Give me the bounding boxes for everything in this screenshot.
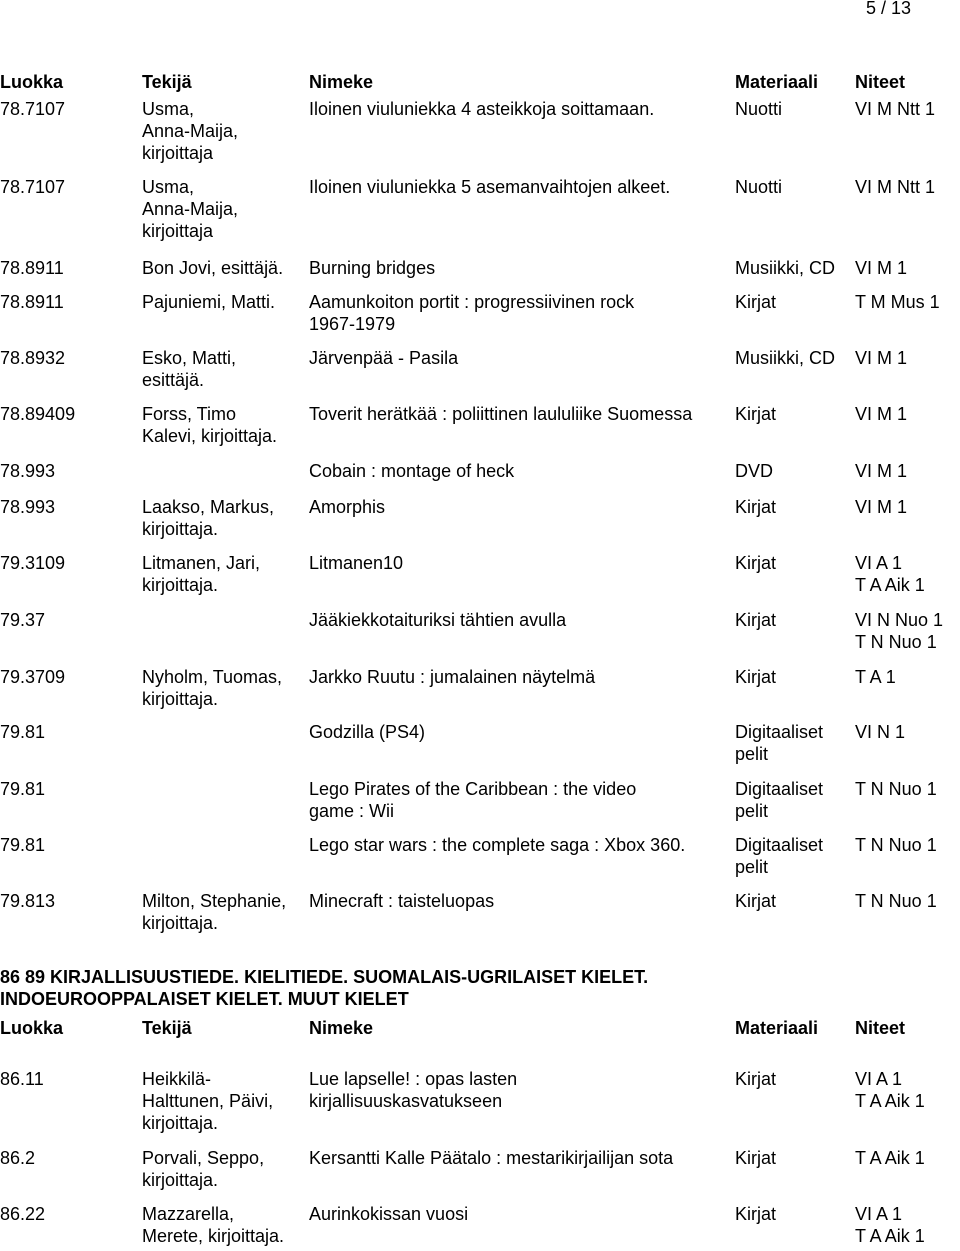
cell-tekija-line: Halttunen, Päivi, xyxy=(142,1091,274,1111)
cell-tekija xyxy=(142,552,260,596)
cell-luokka: 78.8932 xyxy=(0,348,66,368)
cell-niteet-line: T N Nuo 1 xyxy=(855,835,937,855)
cell-luokka: 79.3109 xyxy=(0,553,66,573)
cell-materiaali xyxy=(735,257,835,279)
cell-nimeke xyxy=(309,1147,673,1169)
cell-luokka: 79.813 xyxy=(0,891,56,911)
cell-nimeke-line: Kersantti Kalle Päätalo : mestarikirjailijan sota xyxy=(309,1148,674,1168)
cell-materiaali xyxy=(735,98,782,120)
cell-tekija xyxy=(142,98,238,164)
cell-materiaali xyxy=(735,890,776,912)
cell-tekija-line: Forss, Timo xyxy=(142,404,237,424)
cell-tekija xyxy=(142,291,275,313)
cell-materiaali-line: Kirjat xyxy=(735,1204,777,1224)
cell-nimeke-line: Lue lapselle! : opas lasten xyxy=(309,1069,518,1089)
cell-materiaali-line: Kirjat xyxy=(735,553,777,573)
cell-niteet-line: VI N 1 xyxy=(855,722,906,742)
cell-nimeke xyxy=(309,778,636,822)
cell-nimeke-line: Litmanen10 xyxy=(309,553,404,573)
cell-nimeke xyxy=(309,176,670,198)
cell-nimeke-line: 1967-1979 xyxy=(309,314,396,334)
cell-materiaali xyxy=(735,1068,776,1090)
cell-niteet xyxy=(855,1203,925,1247)
cell-materiaali-line: Kirjat xyxy=(735,404,777,424)
cell-tekija-line: kirjoittaja xyxy=(142,221,214,241)
cell-niteet xyxy=(855,347,907,369)
cell-materiaali xyxy=(735,778,823,822)
cell-tekija xyxy=(142,176,238,242)
cell-tekija-line: Litmanen, Jari, xyxy=(142,553,261,573)
cell-niteet xyxy=(855,257,907,279)
cell-nimeke-line: Iloinen viuluniekka 4 asteikkoja soittamaan. xyxy=(309,99,655,119)
cell-tekija-line: Porvali, Seppo, xyxy=(142,1148,265,1168)
cell-tekija-line: Mazzarella, xyxy=(142,1204,235,1224)
cell-nimeke-line: Cobain : montage of heck xyxy=(309,461,515,481)
cell-niteet-line: T N Nuo 1 xyxy=(855,632,937,652)
cell-nimeke-line: Amorphis xyxy=(309,497,386,517)
cell-niteet-line: VI M Ntt 1 xyxy=(855,177,936,197)
cell-nimeke-line: Järvenpää - Pasila xyxy=(309,348,459,368)
cell-materiaali-line: Kirjat xyxy=(735,1069,777,1089)
section-heading-line-1: 86 89 KIRJALLISUUSTIEDE. KIELITIEDE. SUOMALAIS-UGRILAISET KIELET. xyxy=(0,967,649,987)
cell-niteet xyxy=(855,496,907,518)
cell-niteet-line: T A Aik 1 xyxy=(855,1148,925,1168)
cell-materiaali xyxy=(735,403,776,425)
cell-tekija-line: Esko, Matti, xyxy=(142,348,237,368)
cell-tekija-line: kirjoittaja. xyxy=(142,575,219,595)
cell-niteet-line: VI M 1 xyxy=(855,258,908,278)
cell-niteet xyxy=(855,552,925,596)
cell-tekija-line: Usma, xyxy=(142,99,195,119)
cell-nimeke-line: Jarkko Ruutu : jumalainen näytelmä xyxy=(309,667,596,687)
cell-nimeke-line: Burning bridges xyxy=(309,258,436,278)
cell-materiaali-line: pelit xyxy=(735,744,769,764)
cell-nimeke-line: Aamunkoiton portit : progressiivinen rock xyxy=(309,292,635,312)
header-materiaali: Materiaali xyxy=(735,72,819,92)
section-heading xyxy=(0,966,648,1010)
header-nimeke: Nimeke xyxy=(309,72,374,92)
cell-niteet xyxy=(855,666,896,688)
cell-tekija xyxy=(142,347,236,391)
cell-nimeke xyxy=(309,403,692,425)
cell-nimeke-line: Minecraft : taisteluopas xyxy=(309,891,495,911)
cell-niteet-line: VI N Nuo 1 xyxy=(855,610,944,630)
cell-niteet xyxy=(855,403,907,425)
header-materiaali: Materiaali xyxy=(735,1018,819,1038)
cell-nimeke-line: Lego Pirates of the Caribbean : the video xyxy=(309,779,637,799)
cell-tekija-line: Anna-Maija, xyxy=(142,121,239,141)
cell-niteet-line: T A Aik 1 xyxy=(855,1091,925,1111)
cell-luokka: 79.3709 xyxy=(0,667,66,687)
cell-tekija-line: kirjoittaja. xyxy=(142,913,219,933)
cell-niteet xyxy=(855,1147,925,1169)
cell-nimeke-line: Godzilla (PS4) xyxy=(309,722,426,742)
cell-nimeke xyxy=(309,721,425,743)
cell-tekija-line: Kalevi, kirjoittaja. xyxy=(142,426,278,446)
cell-nimeke-line: Lego star wars : the complete saga : Xbox 360. xyxy=(309,835,686,855)
cell-materiaali-line: Kirjat xyxy=(735,497,777,517)
cell-materiaali-line: Musiikki, CD xyxy=(735,258,836,278)
cell-niteet-line: T M Mus 1 xyxy=(855,292,940,312)
cell-luokka: 86.2 xyxy=(0,1148,36,1168)
cell-niteet xyxy=(855,98,935,120)
cell-materiaali xyxy=(735,1203,776,1225)
cell-niteet xyxy=(855,460,907,482)
cell-nimeke xyxy=(309,347,458,369)
header-tekija: Tekijä xyxy=(142,72,192,92)
cell-materiaali xyxy=(735,666,776,688)
cell-tekija-line: kirjoittaja. xyxy=(142,1170,219,1190)
header-tekija: Tekijä xyxy=(142,1018,192,1038)
cell-nimeke xyxy=(309,496,385,518)
cell-tekija-line: kirjoittaja xyxy=(142,143,214,163)
header-nimeke: Nimeke xyxy=(309,1018,374,1038)
cell-niteet-line: VI M Ntt 1 xyxy=(855,99,936,119)
cell-materiaali-line: Musiikki, CD xyxy=(735,348,836,368)
cell-luokka: 78.8911 xyxy=(0,258,64,278)
cell-niteet xyxy=(855,176,935,198)
cell-materiaali-line: Nuotti xyxy=(735,99,783,119)
cell-tekija xyxy=(142,1147,264,1191)
cell-nimeke xyxy=(309,460,514,482)
cell-materiaali-line: Digitaaliset xyxy=(735,835,824,855)
cell-niteet-line: T A Aik 1 xyxy=(855,1226,925,1246)
cell-nimeke-line: Toverit herätkää : poliittinen laululiike Suomessa xyxy=(309,404,693,424)
cell-niteet xyxy=(855,609,943,653)
cell-tekija-line: Usma, xyxy=(142,177,195,197)
cell-nimeke-line: Aurinkokissan vuosi xyxy=(309,1204,469,1224)
cell-tekija-line: Milton, Stephanie, xyxy=(142,891,287,911)
cell-nimeke xyxy=(309,666,595,688)
cell-nimeke-line: kirjallisuuskasvatukseen xyxy=(309,1091,503,1111)
cell-tekija xyxy=(142,257,283,279)
cell-niteet-line: VI M 1 xyxy=(855,404,908,424)
cell-tekija-line: esittäjä. xyxy=(142,370,205,390)
cell-tekija-line: kirjoittaja. xyxy=(142,1113,219,1133)
cell-nimeke-line: Iloinen viuluniekka 5 asemanvaihtojen alkeet. xyxy=(309,177,671,197)
cell-materiaali xyxy=(735,291,776,313)
cell-luokka: 78.7107 xyxy=(0,99,66,119)
cell-nimeke xyxy=(309,1068,517,1112)
cell-materiaali-line: Digitaaliset xyxy=(735,779,824,799)
cell-luokka: 79.37 xyxy=(0,610,46,630)
cell-niteet-line: VI A 1 xyxy=(855,1204,903,1224)
cell-tekija xyxy=(142,403,277,447)
cell-tekija-line: Laakso, Markus, xyxy=(142,497,275,517)
cell-materiaali xyxy=(735,460,773,482)
cell-luokka: 78.7107 xyxy=(0,177,66,197)
page-number: 5 / 13 xyxy=(866,0,912,18)
cell-tekija-line: Bon Jovi, esittäjä. xyxy=(142,258,284,278)
cell-nimeke-line: game : Wii xyxy=(309,801,395,821)
cell-nimeke xyxy=(309,291,634,335)
cell-tekija-line: Anna-Maija, xyxy=(142,199,239,219)
cell-nimeke xyxy=(309,257,435,279)
cell-materiaali xyxy=(735,1147,776,1169)
cell-tekija-line: Merete, kirjoittaja. xyxy=(142,1226,285,1246)
header-luokka: Luokka xyxy=(0,72,64,92)
cell-materiaali-line: Kirjat xyxy=(735,1148,777,1168)
cell-materiaali-line: DVD xyxy=(735,461,774,481)
cell-niteet-line: VI M 1 xyxy=(855,461,908,481)
cell-tekija-line: Heikkilä- xyxy=(142,1069,212,1089)
cell-niteet-line: T A Aik 1 xyxy=(855,575,925,595)
cell-materiaali xyxy=(735,834,823,878)
cell-materiaali-line: Digitaaliset xyxy=(735,722,824,742)
cell-nimeke xyxy=(309,1203,468,1225)
cell-materiaali-line: Nuotti xyxy=(735,177,783,197)
cell-niteet-line: VI A 1 xyxy=(855,553,903,573)
cell-tekija xyxy=(142,666,282,710)
cell-nimeke xyxy=(309,98,654,120)
cell-tekija xyxy=(142,1203,284,1247)
header-niteet: Niteet xyxy=(855,72,906,92)
cell-niteet-line: VI M 1 xyxy=(855,348,908,368)
cell-niteet-line: T N Nuo 1 xyxy=(855,891,937,911)
cell-nimeke xyxy=(309,834,685,856)
cell-tekija-line: kirjoittaja. xyxy=(142,689,219,709)
cell-luokka: 79.81 xyxy=(0,835,46,855)
cell-tekija xyxy=(142,890,286,934)
cell-materiaali xyxy=(735,552,776,574)
cell-niteet-line: T A 1 xyxy=(855,667,896,687)
cell-tekija xyxy=(142,1068,273,1134)
cell-materiaali-line: Kirjat xyxy=(735,292,777,312)
cell-niteet xyxy=(855,834,937,856)
cell-materiaali xyxy=(735,347,835,369)
header-niteet: Niteet xyxy=(855,1018,906,1038)
cell-niteet-line: VI A 1 xyxy=(855,1069,903,1089)
cell-luokka: 78.89409 xyxy=(0,404,76,424)
cell-materiaali xyxy=(735,176,782,198)
cell-niteet xyxy=(855,890,937,912)
cell-luokka: 86.11 xyxy=(0,1069,44,1089)
cell-niteet xyxy=(855,721,905,743)
cell-materiaali xyxy=(735,721,823,765)
cell-niteet-line: T N Nuo 1 xyxy=(855,779,937,799)
cell-niteet xyxy=(855,778,937,800)
header-luokka: Luokka xyxy=(0,1018,64,1038)
cell-materiaali-line: Kirjat xyxy=(735,891,777,911)
cell-niteet xyxy=(855,291,940,313)
cell-nimeke xyxy=(309,552,403,574)
cell-niteet xyxy=(855,1068,925,1112)
cell-materiaali-line: pelit xyxy=(735,857,769,877)
cell-nimeke-line: Jääkiekkotaituriksi tähtien avulla xyxy=(309,610,567,630)
cell-luokka: 79.81 xyxy=(0,722,46,742)
cell-materiaali xyxy=(735,496,776,518)
cell-niteet-line: VI M 1 xyxy=(855,497,908,517)
cell-tekija-line: kirjoittaja. xyxy=(142,519,219,539)
cell-luokka: 78.8911 xyxy=(0,292,64,312)
cell-luokka: 79.81 xyxy=(0,779,46,799)
cell-nimeke xyxy=(309,609,566,631)
cell-nimeke xyxy=(309,890,494,912)
cell-materiaali-line: Kirjat xyxy=(735,610,777,630)
cell-luokka: 78.993 xyxy=(0,497,56,517)
cell-tekija-line: Pajuniemi, Matti. xyxy=(142,292,276,312)
cell-materiaali xyxy=(735,609,776,631)
cell-materiaali-line: pelit xyxy=(735,801,769,821)
cell-tekija-line: Nyholm, Tuomas, xyxy=(142,667,283,687)
section-heading-line-2: INDOEUROOPPALAISET KIELET. MUUT KIELET xyxy=(0,989,409,1009)
cell-luokka: 78.993 xyxy=(0,461,56,481)
cell-luokka: 86.22 xyxy=(0,1204,46,1224)
cell-materiaali-line: Kirjat xyxy=(735,667,777,687)
cell-tekija xyxy=(142,496,274,540)
